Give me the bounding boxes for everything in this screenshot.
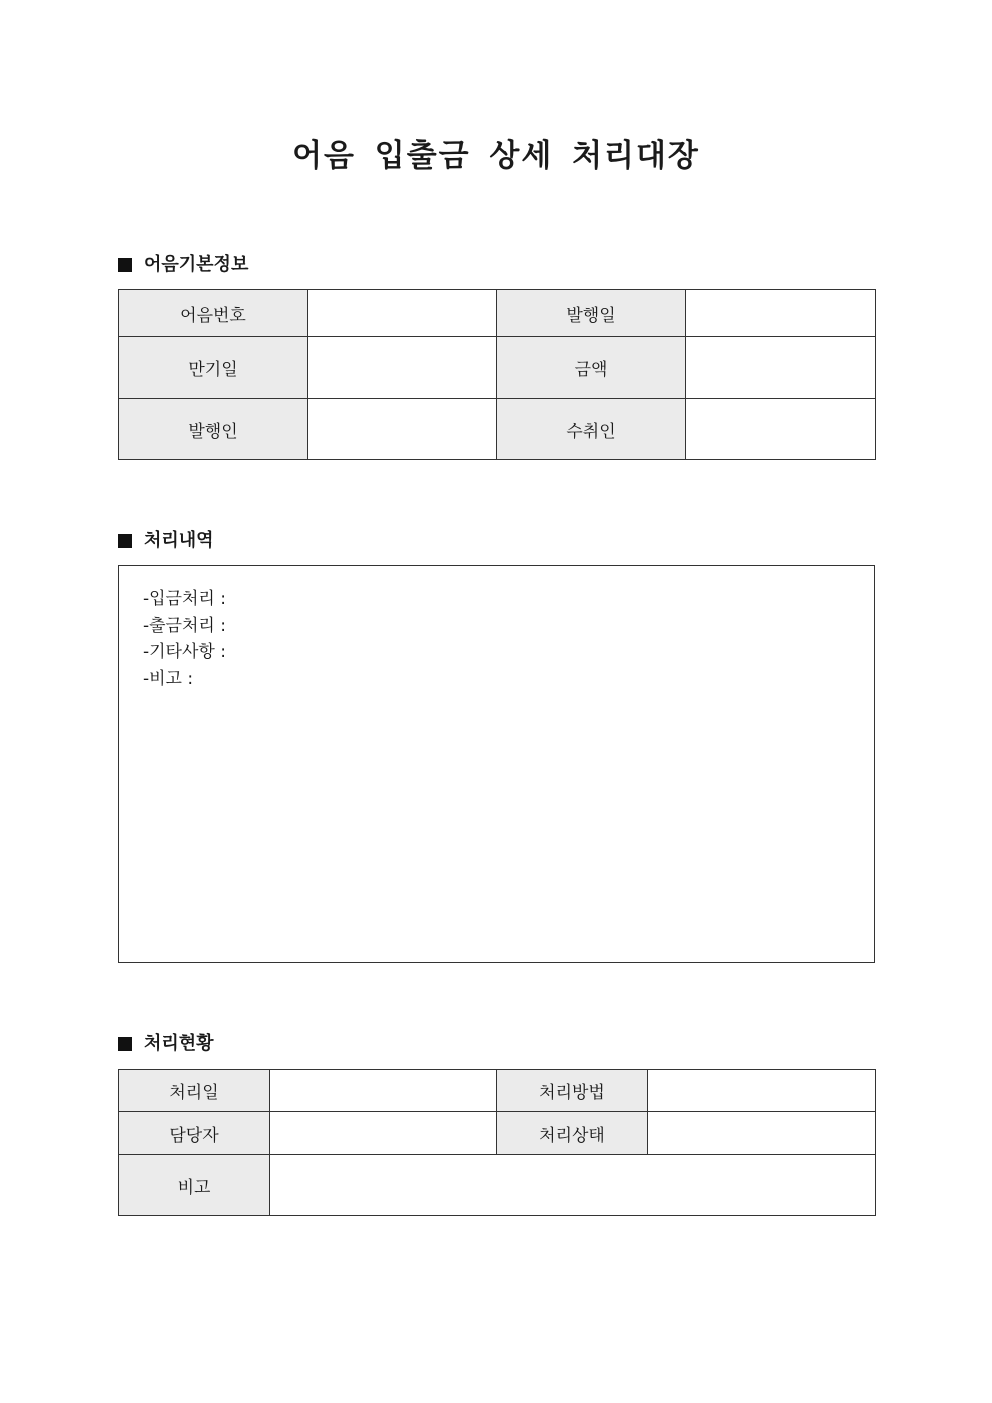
page-title: 어음 입출금 상세 처리대장	[292, 138, 700, 174]
section-heading-history	[118, 529, 214, 553]
amount-field[interactable]	[686, 337, 876, 399]
processing-date-field[interactable]	[270, 1070, 497, 1112]
status-table	[118, 1069, 876, 1216]
section-heading-basic-info	[118, 253, 248, 277]
section-title: 처리내역	[144, 530, 214, 551]
manager-field[interactable]	[270, 1112, 497, 1155]
remarks-field[interactable]	[270, 1155, 876, 1216]
table-row	[119, 337, 876, 399]
manager-label: 담당자	[119, 1112, 270, 1155]
square-bullet-icon	[118, 1037, 132, 1051]
remarks-label: 비고	[119, 1155, 270, 1216]
amount-label: 금액	[497, 337, 686, 399]
basic-info-table	[118, 289, 876, 460]
section-title: 어음기본정보	[144, 254, 249, 275]
bill-number-label: 어음번호	[119, 290, 308, 337]
history-deposit-line: -입금처리 :	[143, 589, 226, 609]
maturity-date-field[interactable]	[308, 337, 497, 399]
square-bullet-icon	[118, 534, 132, 548]
payee-field[interactable]	[686, 399, 876, 460]
table-row	[119, 1112, 876, 1155]
issue-date-field[interactable]	[686, 290, 876, 337]
table-row	[119, 399, 876, 460]
section-title: 처리현황	[144, 1033, 214, 1054]
table-row	[119, 1070, 876, 1112]
issuer-label: 발행인	[119, 399, 308, 460]
table-row	[119, 290, 876, 337]
processing-state-label: 처리상태	[497, 1112, 648, 1155]
bill-number-field[interactable]	[308, 290, 497, 337]
history-box[interactable]	[118, 565, 875, 963]
issuer-field[interactable]	[308, 399, 497, 460]
processing-date-label: 처리일	[119, 1070, 270, 1112]
history-other-line: -기타사항 :	[143, 642, 226, 662]
history-remarks-line: -비고 :	[143, 668, 194, 689]
issue-date-label: 발행일	[497, 290, 686, 337]
processing-state-field[interactable]	[648, 1112, 876, 1155]
section-heading-status	[118, 1032, 214, 1056]
table-row	[119, 1155, 876, 1216]
processing-method-label: 처리방법	[497, 1070, 648, 1112]
payee-label: 수취인	[497, 399, 686, 460]
processing-method-field[interactable]	[648, 1070, 876, 1112]
maturity-date-label: 만기일	[119, 337, 308, 399]
history-withdrawal-line: -출금처리 :	[143, 615, 226, 636]
square-bullet-icon	[118, 258, 132, 272]
